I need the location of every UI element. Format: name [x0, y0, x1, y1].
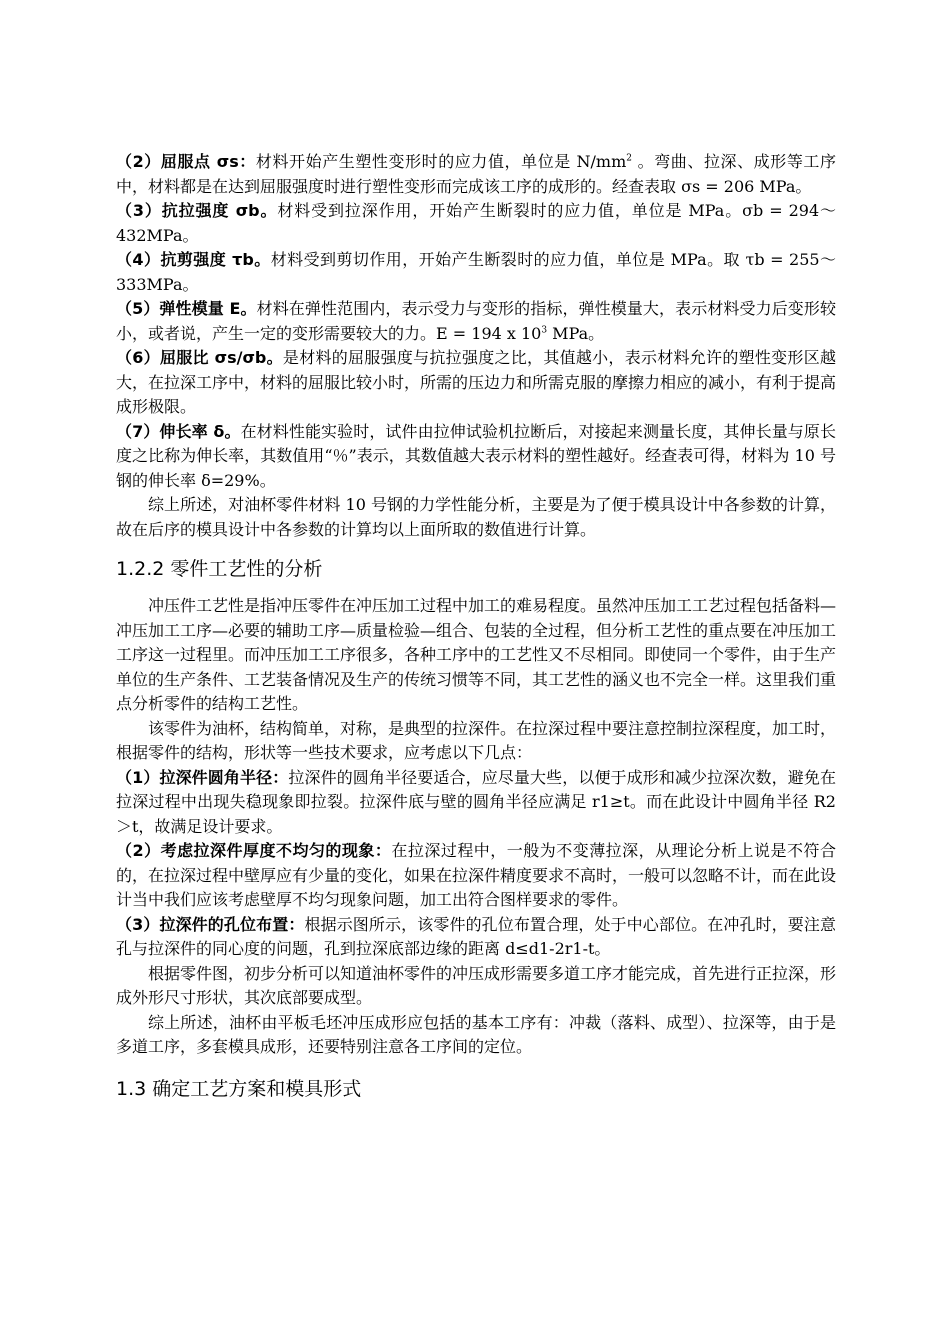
- item-text: 材料在弹性范围内，表示受力与变形的指标，弹性模量大，表示材料受力后变形较小，或者说，产生一定的变形需要较大的力。E = 194 x 10: [116, 299, 836, 343]
- body-paragraph-3: 根据零件图，初步分析可以知道油杯零件的冲压成形需要多道工序才能完成，首先进行正拉深，形成外形尺寸形状，其次底部要成型。: [116, 963, 837, 1007]
- item-text: 材料受到拉深作用，开始产生断裂时的应力值，单位是 MPa。σb = 294～432MPa。: [116, 201, 837, 245]
- superscript: 2: [626, 153, 632, 164]
- property-shear-strength: [116, 248, 836, 297]
- item-text-cont: 。弯曲、拉深、成形等工序中，材料都是在达到屈服强度时进行塑性变形而完成该工序的成形的。经查表取 σs = 206 MPa。: [116, 152, 836, 196]
- item-title: （5）弹性模量 E。: [116, 299, 257, 318]
- item-text: 材料开始产生塑性变形时的应力值，单位是 N/mm: [255, 152, 627, 171]
- point-title: （2）考虑拉深件厚度不均匀的现象：: [116, 841, 392, 860]
- item-title: （7）伸长率 δ。: [116, 421, 241, 441]
- point-hole-layout: [116, 913, 836, 962]
- item-title: （6）屈服比 σs/σb。: [116, 348, 283, 367]
- item-text: 材料受到剪切作用，开始产生断裂时的应力值，单位是 MPa。取 τb = 255～333MPa。: [116, 250, 836, 294]
- summary-paragraph-2: 综上所述，油杯由平板毛坯冲压成形应包括的基本工序有：冲裁（落料、成型）、拉深等，由于是多道工序，多套模具成形，还要特别注意各工序间的定位。: [116, 1012, 836, 1056]
- summary-paragraph-1: 综上所述，对油杯零件材料 10 号钢的力学性能分析，主要是为了便于模具设计中各参数的计算，故在后序的模具设计中各参数的计算均以上面所取的数值进行计算。: [116, 495, 836, 539]
- point-thickness: [116, 839, 836, 913]
- property-elastic-modulus: [116, 297, 836, 346]
- point-fillet-radius: [116, 766, 836, 840]
- item-title: （4）抗剪强度 τb。: [116, 250, 271, 269]
- point-text: 在拉深过程中，一般为不变薄拉深，从理论分析上说是不符合的，在拉深过程中壁厚应有少量的变化，如果在拉深件精度要求不高时，一般可以忽略不计，而在此设计当中我们应该考虑壁厚不均匀现象问题，加工出符合图样要求的零件。: [116, 841, 837, 909]
- section-heading-1-3: 1.3 确定工艺方案和模具形式: [116, 1077, 362, 1100]
- item-text: 是材料的屈服强度与抗拉强度之比，其值越小，表示材料允许的塑性变形区越大，在拉深工序中，材料的屈服比较小时，所需的压边力和所需克服的摩擦力相应的减小，有利于提高成形极限。: [116, 348, 837, 416]
- item-text: 在材料性能实验时，试件由拉伸试验机拉断后，对接起来测量长度，其伸长量与原长度之比称为伸长率，其数值用“％”表示，其数值越大表示材料的塑性越好。经查表可得，材料为 10 号钢的伸长率 δ=29%。: [116, 421, 836, 490]
- page-content: [116, 150, 836, 1102]
- property-tensile-strength: [116, 199, 836, 248]
- point-text: 拉深件的圆角半径要适合，应尽量大些，以便于成形和减少拉深次数，避免在拉深过程中出现失稳现象即拉裂。拉深件底与壁的圆角半径应满足 r1≥t。而在此设计中圆角半径 R2＞t，故满足设计要求。: [116, 767, 836, 836]
- section-heading-1-2-2: 1.2.2 零件工艺性的分析: [116, 558, 323, 580]
- property-elongation: [116, 420, 836, 494]
- point-title: （1）拉深件圆角半径：: [116, 767, 289, 787]
- body-paragraph-2: 该零件为油杯，结构简单，对称，是典型的拉深件。在拉深过程中要注意控制拉深程度，加工时，根据零件的结构，形状等一些技术要求，应考虑以下几点：: [116, 718, 837, 762]
- property-yield-ratio: [116, 346, 836, 420]
- body-paragraph-1: 冲压件工艺性是指冲压零件在冲压加工过程中加工的难易程度。虽然冲压加工工艺过程包括备料—冲压加工工序—必要的辅助工序—质量检验—组合、包装的全过程，但分析工艺性的重点要在冲压加工工序这一过程里。而冲压加工工序很多，各种工序中的工艺性又不尽相同。即使同一个零件，由于生产单位的生产条件、工艺装备情况及生产的传统习惯等不同，其工艺性的涵义也不完全一样。这里我们重点分析零件的结构工艺性。: [116, 596, 837, 713]
- item-text-cont: MPa。: [547, 323, 605, 343]
- superscript: 3: [541, 325, 548, 336]
- point-title: （3）拉深件的孔位布置：: [116, 914, 305, 934]
- property-yield-point: [116, 150, 836, 199]
- item-title: （2）屈服点 σs：: [116, 152, 256, 171]
- point-text: 根据示图所示，该零件的孔位布置合理，处于中心部位。在冲孔时，要注意孔与拉深件的同心度的问题，孔到拉深底部边缘的距离 d≤d1-2r1-t。: [116, 914, 836, 958]
- item-title: （3）抗拉强度 σb。: [116, 201, 278, 220]
